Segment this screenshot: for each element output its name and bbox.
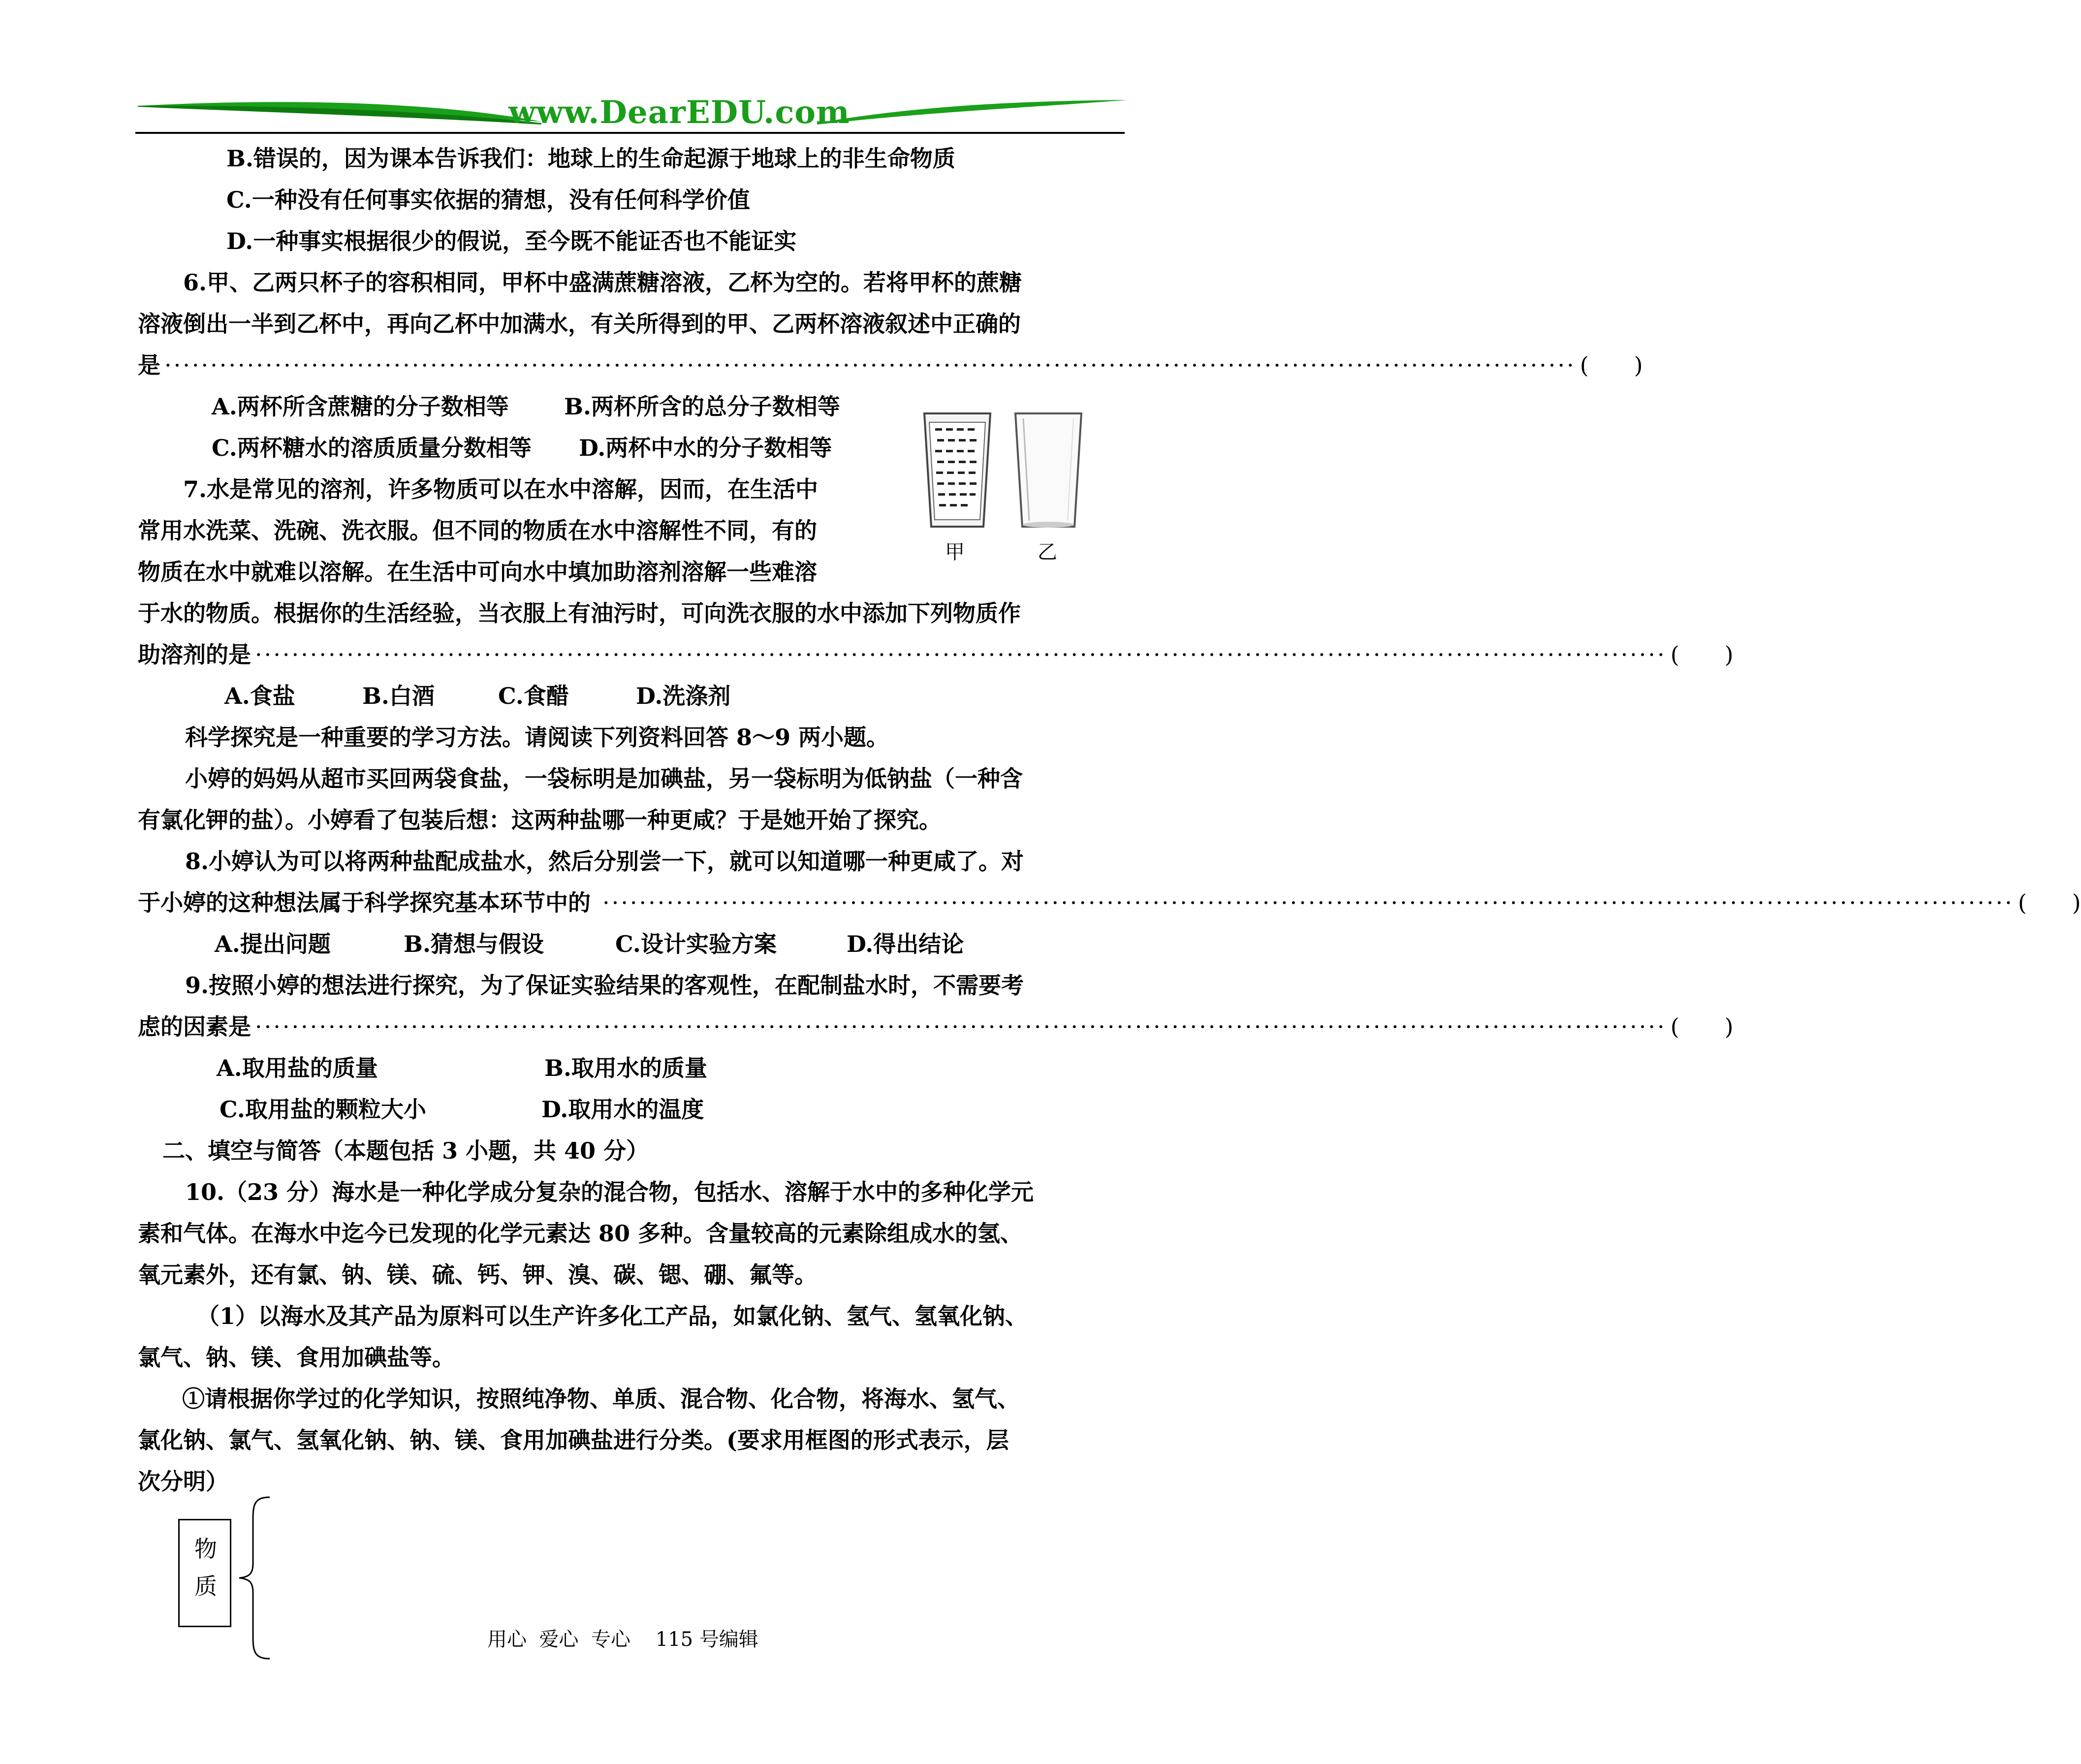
q10-line-7-emphasis: 氯化钠、氯气、氢氧化钠、钠、镁、食用加碘盐 <box>138 1427 613 1453</box>
cup-b-empty-illustration <box>1011 409 1085 532</box>
cup-a-full-illustration <box>920 409 994 532</box>
q8-line-2-text: 于小婷的这种想法属于科学探究基本环节中的 <box>138 889 591 916</box>
q7-option-d: D.洗涤剂 <box>636 683 731 709</box>
q5-option-b: B.错误的，因为课本告诉我们：地球上的生命起源于地球上的非生命物质 <box>226 145 955 172</box>
q5-option-c: C.一种没有任何事实依据的猜想，没有任何科学价值 <box>226 187 750 213</box>
cup-b-label: 乙 <box>1038 541 1057 564</box>
q8-line-2 <box>138 888 2081 917</box>
q7-option-a: A.食盐 <box>224 683 295 709</box>
q10-line-1: 10.（23 分）海水是一种化学成分复杂的混合物，包括水、溶解于水中的多种化学元 <box>185 1179 1034 1205</box>
q10-line-5: 氯气、钠、镁、食用加碘盐等。 <box>138 1344 455 1371</box>
q7-line-4: 于水的物质。根据你的生活经验，当衣服上有油污时，可向洗衣服的水中添加下列物质作 <box>138 600 1021 627</box>
leader-dots: ·························································································································································· <box>164 352 1576 378</box>
cups-figure <box>920 409 1078 571</box>
q10-line-4: （1）以海水及其产品为原料可以生产许多化工产品，如氯化钠、氢气、氢氧化钠、 <box>197 1303 1028 1329</box>
cup-a-label: 甲 <box>945 541 965 564</box>
q8-option-c: C.设计实验方案 <box>615 931 777 957</box>
page-footer: 用心 爱心 专心 115 号编辑 <box>487 1628 758 1651</box>
q8-option-a: A.提出问题 <box>215 931 331 957</box>
q7-option-b: B.白酒 <box>362 683 435 709</box>
q10-line-3: 氧元素外，还有氯、钠、镁、硫、钙、钾、溴、碳、锶、硼、氟等。 <box>138 1261 817 1288</box>
q5-option-d: D.一种事实根据很少的假说，至今既不能证否也不能证实 <box>226 228 797 254</box>
q6-line-1: 6.甲、乙两只杯子的容积相同，甲杯中盛满蔗糖溶液，乙杯为空的。若将甲杯的蔗糖 <box>183 269 1022 296</box>
q9-option-b: B.取用水的质量 <box>544 1055 707 1081</box>
q10-line-8: 次分明） <box>138 1468 228 1495</box>
curly-brace-icon <box>235 1494 275 1662</box>
answer-paren: ( ) <box>2018 889 2081 916</box>
leader-dots: ·························································································································································· <box>255 641 1667 668</box>
q8-option-d: D.得出结论 <box>847 931 964 957</box>
site-title: www.DearEDU.com <box>508 94 850 131</box>
q9-line-2-text: 虑的因素是 <box>138 1013 251 1040</box>
leader-dots: ·························································································································································· <box>255 1013 1667 1040</box>
answer-paren: ( ) <box>1670 1013 1734 1040</box>
q7-line-3: 物质在水中就难以溶解。在生活中可向水中填加助溶剂溶解一些难溶 <box>138 559 817 585</box>
q9-option-d: D.取用水的温度 <box>541 1096 704 1123</box>
material-line-2: 有氯化钾的盐）。小婷看了包装后想：这两种盐哪一种更咸？于是她开始了探究。 <box>138 807 942 833</box>
q6-option-b: B.两杯所含的总分子数相等 <box>564 393 840 420</box>
leader-dots: ·························································································································································· <box>602 889 2014 916</box>
q10-line-2: 素和气体。在海水中迄今已发现的化学元素达 80 多种。含量较高的元素除组成水的氢、 <box>138 1220 1023 1247</box>
q9-option-a: A.取用盐的质量 <box>217 1055 378 1081</box>
q8-option-b: B.猜想与假设 <box>404 931 544 957</box>
q7-line-1: 7.水是常见的溶剂，许多物质可以在水中溶解，因而，在生活中 <box>183 476 819 503</box>
q6-line-2: 溶液倒出一半到乙杯中，再向乙杯中加满水，有关所得到的甲、乙两杯溶液叙述中正确的 <box>138 311 1021 337</box>
answer-paren: ( ) <box>1579 352 1643 378</box>
q9-option-c: C.取用盐的颗粒大小 <box>220 1096 426 1123</box>
q7-line-5 <box>138 640 1734 669</box>
q9-line-2 <box>138 1012 1734 1041</box>
q8-9-intro: 科学探究是一种重要的学习方法。请阅读下列资料回答 8～9 两小题。 <box>185 724 889 751</box>
q9-line-1: 9.按照小婷的想法进行探究，为了保证实验结果的客观性，在配制盐水时，不需要考 <box>185 972 1024 999</box>
material-line-1: 小婷的妈妈从超市买回两袋食盐，一袋标明是加碘盐，另一袋标明为低钠盐（一种含 <box>185 765 1023 792</box>
q6-option-d: D.两杯中水的分子数相等 <box>579 435 832 461</box>
section-2-heading: 二、填空与简答（本题包括 3 小题，共 40 分） <box>162 1137 649 1164</box>
q10-line-6-emphasis: 海水、氢气、 <box>884 1386 1020 1412</box>
box-char-1: 物 <box>194 1536 217 1562</box>
q6-line-3 <box>138 350 1643 380</box>
q6-option-a: A.两杯所含蔗糖的分子数相等 <box>212 393 509 420</box>
q7-line-5-text: 助溶剂的是 <box>138 641 251 668</box>
header-rule <box>135 132 1125 134</box>
answer-paren: ( ) <box>1670 641 1734 668</box>
q10-line-6-text: ①请根据你学过的化学知识，按照纯净物、单质、混合物、化合物，将 <box>182 1386 884 1412</box>
q10-line-7 <box>138 1425 1009 1455</box>
q7-option-c: C.食醋 <box>498 683 569 709</box>
header-banner <box>133 96 1132 135</box>
q6-line-3-text: 是 <box>138 352 160 378</box>
q10-line-6 <box>182 1384 1020 1414</box>
q8-line-1: 8.小婷认为可以将两种盐配成盐水，然后分别尝一下，就可以知道哪一种更咸了。对 <box>185 848 1024 875</box>
q6-option-c: C.两杯糖水的溶质质量分数相等 <box>212 435 532 461</box>
q10-line-7-text: 进行分类。(要求用框图的形式表示，层 <box>613 1427 1009 1453</box>
q7-line-2: 常用水洗菜、洗碗、洗衣服。但不同的物质在水中溶解性不同，有的 <box>138 517 817 544</box>
classification-box <box>178 1519 231 1627</box>
box-char-2: 质 <box>194 1573 217 1600</box>
